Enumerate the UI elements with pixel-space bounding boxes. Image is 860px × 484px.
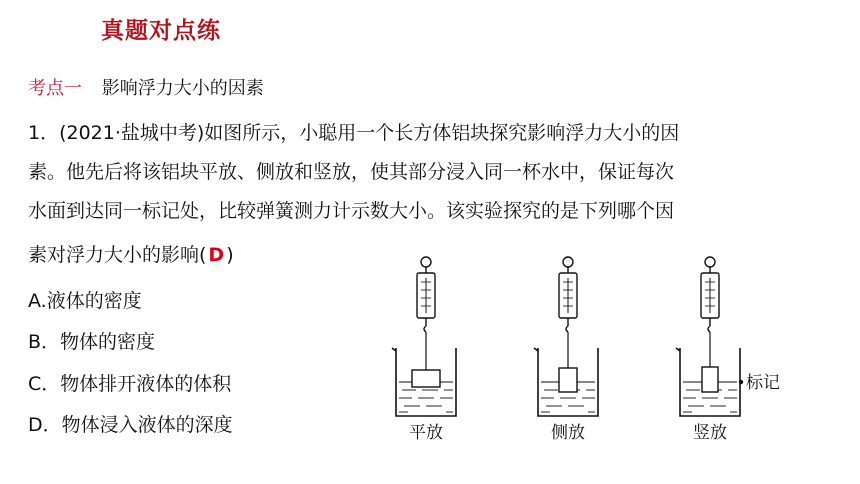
- question-line-4-text: 素对浮力大小的影响(: [28, 244, 207, 266]
- option-d: D．物体浸入液体的深度: [28, 414, 233, 436]
- setup-vertical: [676, 257, 780, 443]
- topic-tag: 考点一: [28, 78, 82, 99]
- spring-scale-side: [559, 257, 577, 332]
- topic-name: 影响浮力大小的因素: [101, 78, 264, 99]
- setup-flat: [392, 257, 456, 443]
- question-line-1: 1．(2021·盐城中考)如图所示，小聪用一个长方体铝块探究影响浮力大小的因: [28, 122, 680, 144]
- question-line-2: 素。他先后将该铝块平放、侧放和竖放，使其部分浸入同一杯水中，保证每次: [28, 161, 675, 183]
- block-side: [559, 368, 577, 392]
- spring-scale-vertical: [701, 257, 719, 332]
- label-side: 侧放: [551, 423, 585, 443]
- option-a: A.液体的密度: [28, 290, 142, 312]
- question-line-4: [28, 240, 234, 267]
- label-vertical: 竖放: [693, 423, 727, 443]
- block-flat: [412, 370, 440, 387]
- topic-heading: [28, 74, 264, 100]
- experiment-figure: [388, 240, 818, 445]
- option-b: B．物体的密度: [28, 331, 156, 353]
- mark-dot: [739, 380, 743, 384]
- setup-side: [534, 257, 598, 443]
- mark-label: 标记: [746, 373, 780, 393]
- question-line-4-close: ): [226, 244, 234, 266]
- option-c: C．物体排开液体的体积: [28, 373, 232, 395]
- question-line-3: 水面到达同一标记处，比较弹簧测力计示数大小。该实验探究的是下列哪个因: [28, 200, 675, 222]
- answer-mark: D: [208, 244, 225, 266]
- label-flat: 平放: [409, 423, 443, 443]
- block-vertical: [702, 367, 718, 392]
- page-title: 真题对点练: [101, 18, 221, 44]
- spring-scale-flat: [417, 257, 435, 332]
